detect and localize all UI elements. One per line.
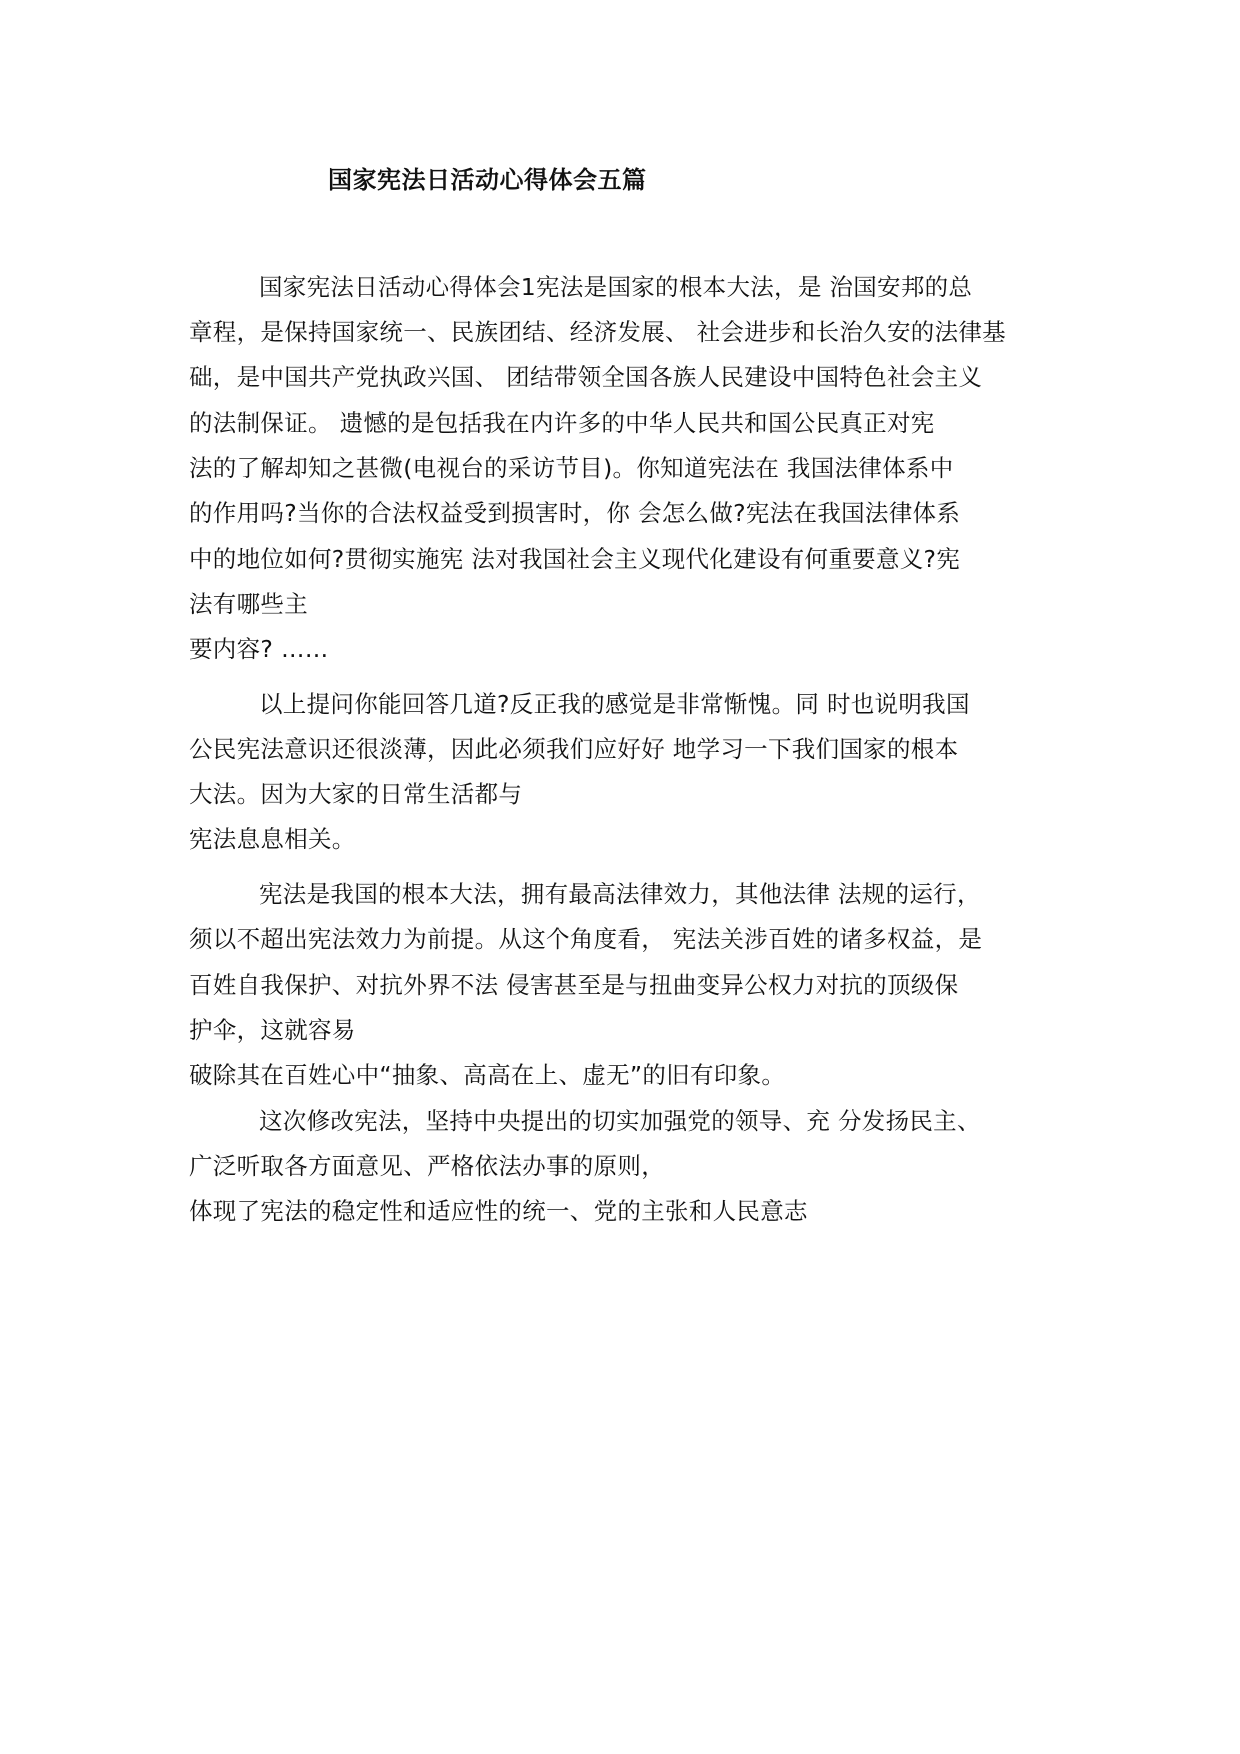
paragraph-line: 础，是中国共产党执政兴国、 团结带领全国各族人民建设中国特色社会主义 bbox=[189, 363, 983, 391]
paragraph-line: 中的地位如何?贯彻实施宪 法对我国社会主义现代化建设有何重要意义?宪 bbox=[189, 545, 961, 573]
paragraph-line: 法的了解却知之甚微(电视台的采访节目)。你知道宪法在 我国法律体系中 bbox=[189, 454, 954, 482]
document-title: 国家宪法日活动心得体会五篇 bbox=[328, 166, 647, 194]
paragraph-line: 宪法息息相关。 bbox=[189, 825, 356, 853]
paragraph-line: 护伞，这就容易 bbox=[189, 1016, 356, 1044]
paragraph-line: 须以不超出宪法效力为前提。从这个角度看， 宪法关涉百姓的诸多权益，是 bbox=[189, 925, 983, 953]
paragraph-line: 以上提问你能回答几道?反正我的感觉是非常惭愧。同 时也说明我国 bbox=[259, 690, 970, 718]
paragraph-line: 章程，是保持国家统一、民族团结、经济发展、 社会进步和长治久安的法律基 bbox=[189, 318, 1006, 346]
paragraph-line: 破除其在百姓心中“抽象、高高在上、虚无”的旧有印象。 bbox=[189, 1061, 786, 1089]
paragraph-line: 百姓自我保护、对抗外界不法 侵害甚至是与扭曲变异公权力对抗的顶级保 bbox=[189, 971, 959, 999]
paragraph-line: 这次修改宪法，坚持中央提出的切实加强党的领导、充 分发扬民主、 bbox=[259, 1107, 981, 1135]
paragraph-line: 法有哪些主 bbox=[189, 590, 308, 618]
paragraph-line: 国家宪法日活动心得体会1宪法是国家的根本大法，是 治国安邦的总 bbox=[259, 273, 973, 301]
paragraph-line: 广泛听取各方面意见、严格依法办事的原则， bbox=[189, 1152, 665, 1180]
paragraph-line: 的作用吗?当你的合法权益受到损害时，你 会怎么做?宪法在我国法律体系 bbox=[189, 499, 961, 527]
paragraph-line: 的法制保证。 遗憾的是包括我在内许多的中华人民共和国公民真正对宪 bbox=[189, 409, 935, 437]
paragraph-line: 大法。因为大家的日常生活都与 bbox=[189, 780, 523, 808]
paragraph-line: 宪法是我国的根本大法，拥有最高法律效力，其他法律 法规的运行， bbox=[259, 880, 981, 908]
paragraph-line: 体现了宪法的稳定性和适应性的统一、党的主张和人民意志 bbox=[189, 1197, 808, 1225]
paragraph-line: 要内容? …… bbox=[189, 635, 329, 663]
paragraph-line: 公民宪法意识还很淡薄，因此必须我们应好好 地学习一下我们国家的根本 bbox=[189, 735, 959, 763]
